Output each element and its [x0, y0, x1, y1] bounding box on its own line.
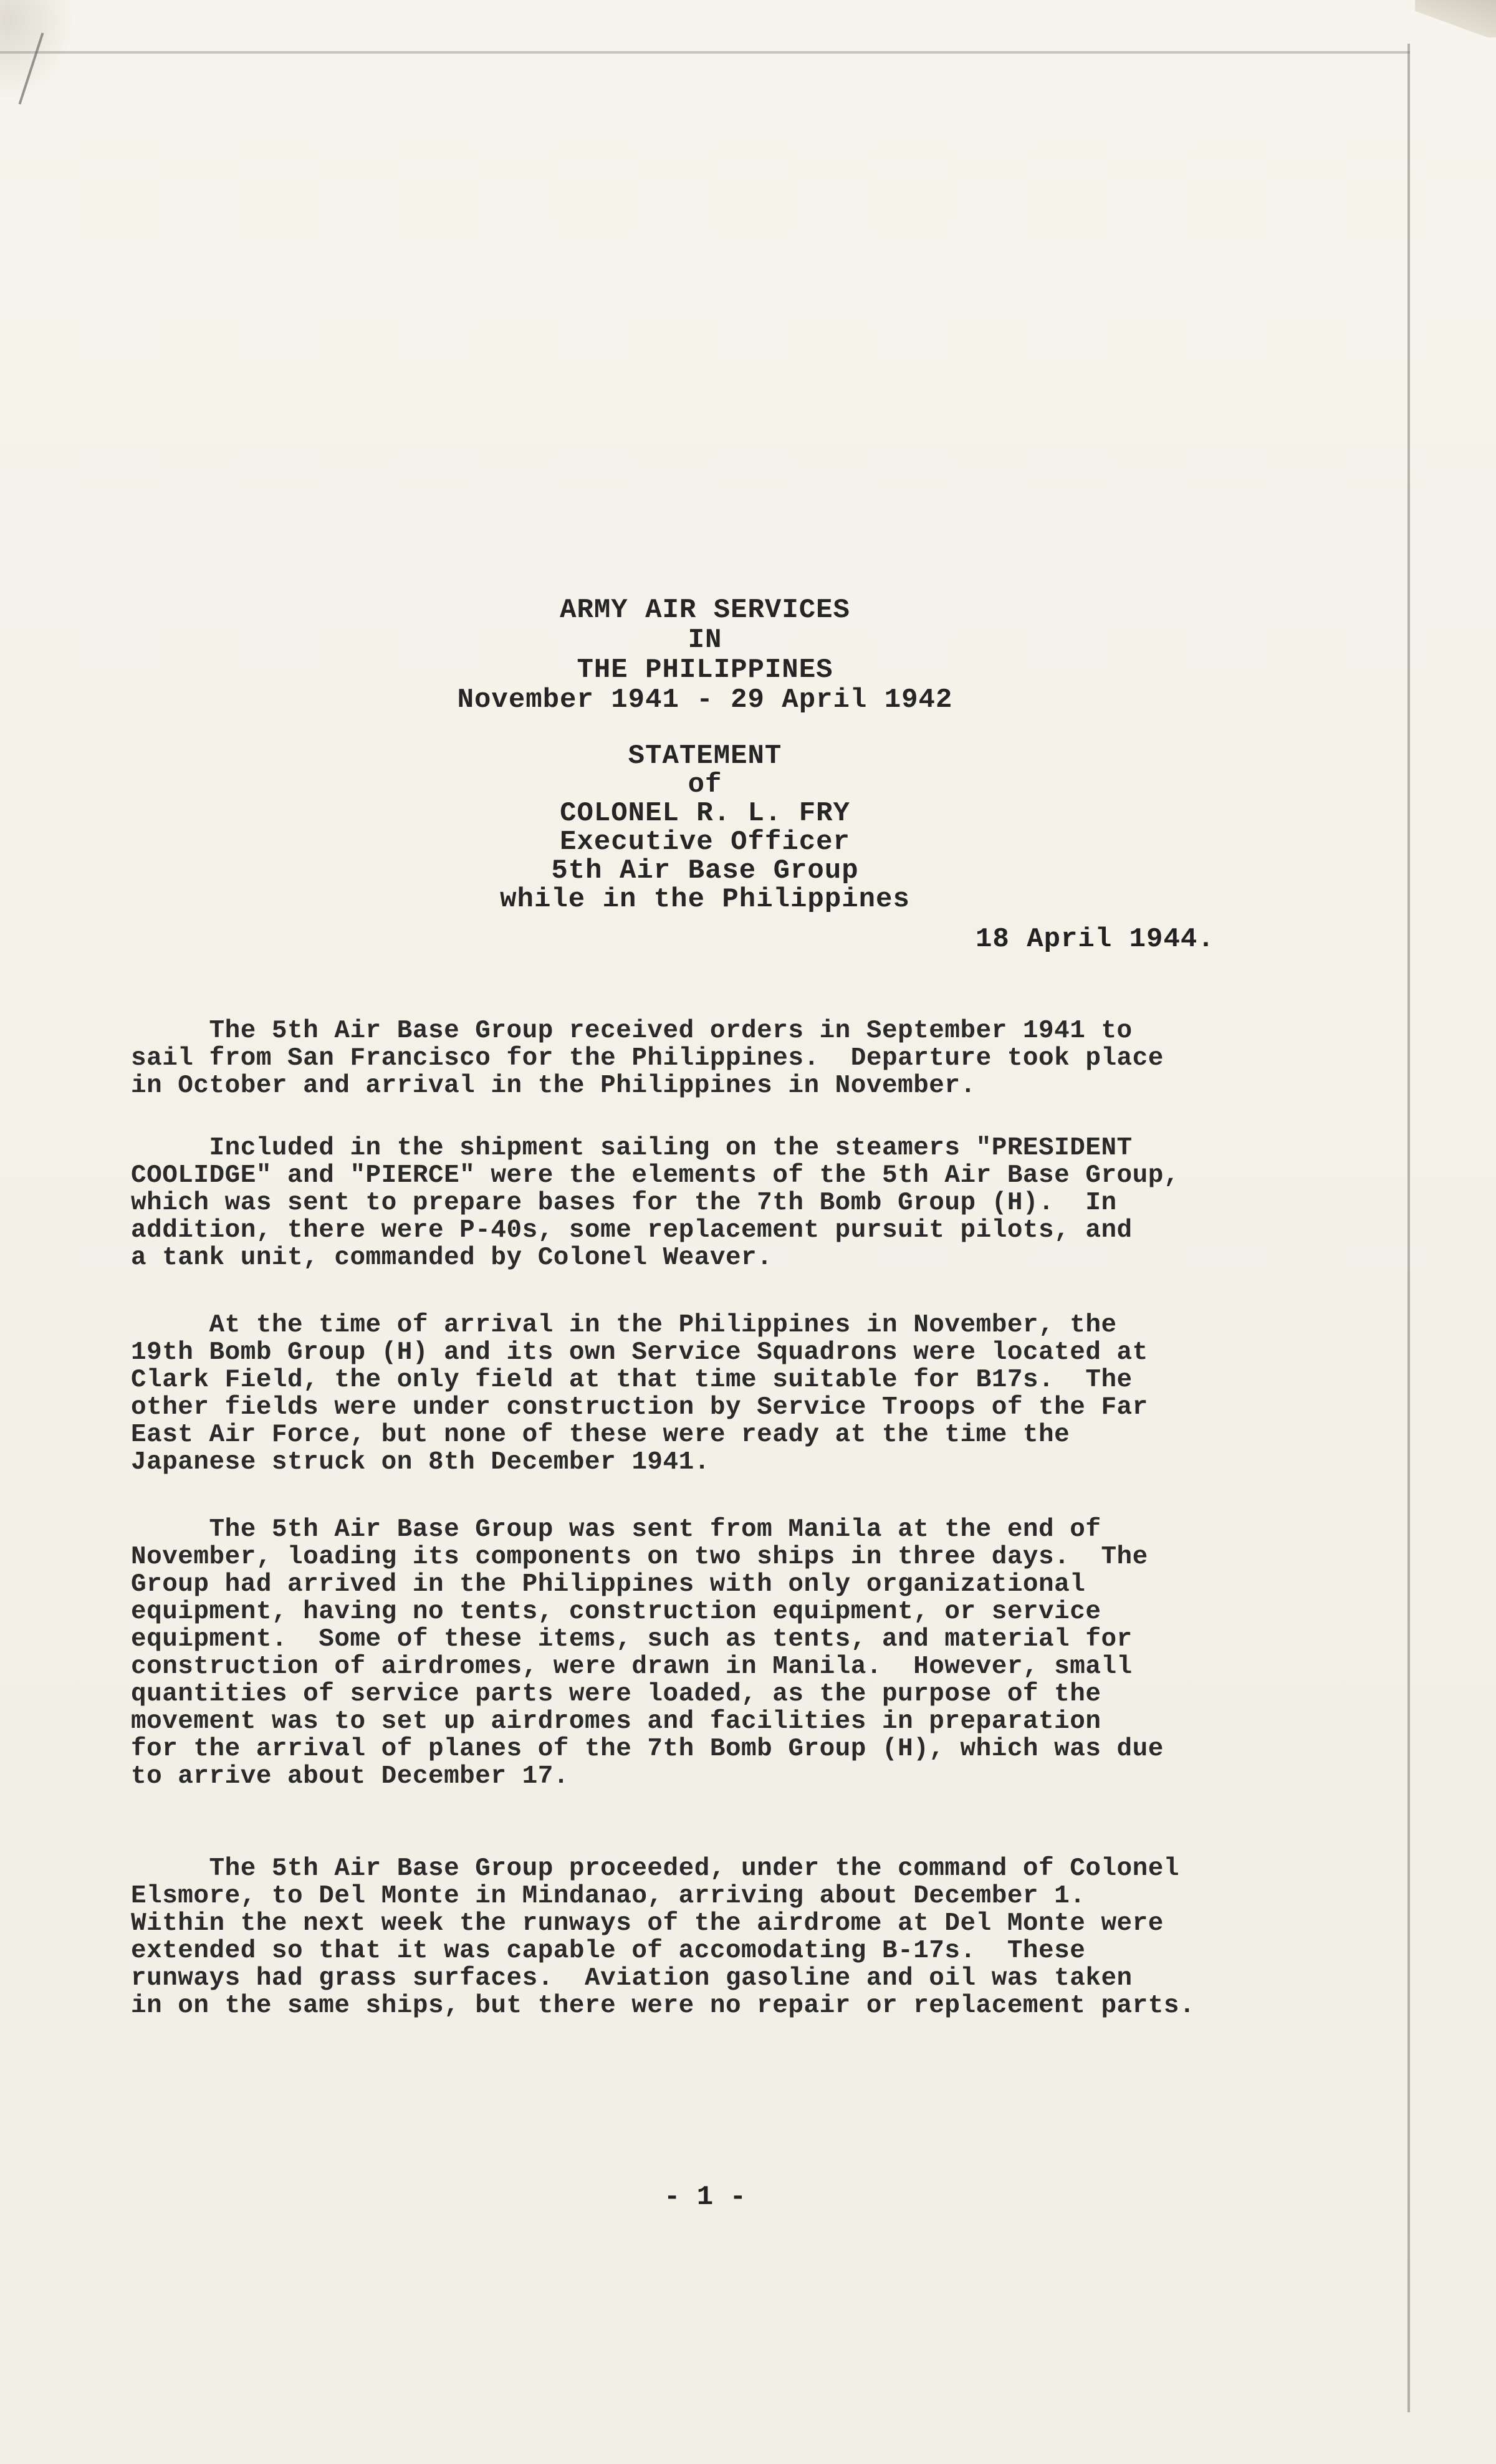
statement-line: 5th Air Base Group: [551, 855, 859, 886]
text-line: Japanese struck on 8th December 1941.: [131, 1448, 710, 1477]
statement-line: Executive Officer: [560, 827, 850, 858]
text-line: movement was to set up airdromes and facilities in preparation: [131, 1707, 1101, 1736]
text-line: other fields were under construction by Service Troops of the Far: [131, 1393, 1148, 1422]
statement-heading: [0, 742, 1410, 914]
text-line: addition, there were P-40s, some replacement pursuit pilots, and: [131, 1216, 1133, 1245]
text-line: Included in the shipment sailing on the steamers "PRESIDENT: [131, 1134, 1133, 1162]
text-line: in October and arrival in the Philippines in November.: [131, 1071, 976, 1100]
page-number: - 1 -: [663, 2182, 747, 2213]
text-line: The 5th Air Base Group received orders in September 1941 to: [131, 1017, 1133, 1045]
text-line: equipment, having no tents, construction equipment, or service: [131, 1598, 1101, 1626]
text-line: Group had arrived in the Philippines with only organizational: [131, 1570, 1086, 1599]
text-line: 19th Bomb Group (H) and its own Service Squadrons were located at: [131, 1338, 1148, 1367]
text-line: The 5th Air Base Group was sent from Manila at the end of: [131, 1515, 1101, 1544]
text-line: sail from San Francisco for the Philippines. Departure took place: [131, 1044, 1164, 1073]
text-line: which was sent to prepare bases for the 7th Bomb Group (H). In: [131, 1189, 1117, 1217]
paper-top-edge: [0, 51, 1410, 54]
text-line: COOLIDGE" and "PIERCE" were the elements of the 5th Air Base Group,: [131, 1161, 1179, 1190]
text-line: in on the same ships, but there were no repair or replacement parts.: [131, 1992, 1196, 2020]
text-line: East Air Force, but none of these were ready at the time the: [131, 1421, 1070, 1449]
text-line: Elsmore, to Del Monte in Mindanao, arriving about December 1.: [131, 1882, 1086, 1910]
paragraph: [131, 1516, 1328, 1790]
document-header: [0, 595, 1410, 715]
paper-right-edge: [1407, 44, 1410, 2412]
document-date: 18 April 1944.: [976, 924, 1215, 955]
text-line: quantities of service parts were loaded, as the purpose of the: [131, 1680, 1101, 1709]
text-line: Clark Field, the only field at that time suitable for B17s. The: [131, 1366, 1133, 1394]
paragraph: [131, 1017, 1328, 1100]
torn-corner: [1415, 0, 1496, 37]
header-line: November 1941 - 29 April 1942: [457, 684, 953, 716]
text-line: construction of airdromes, were drawn in Manila. However, small: [131, 1652, 1133, 1681]
text-line: extended so that it was capable of accomodating B-17s. These: [131, 1937, 1086, 1965]
text-line: for the arrival of planes of the 7th Bomb Group (H), which was due: [131, 1735, 1164, 1763]
header-line: IN: [688, 625, 722, 656]
text-line: At the time of arrival in the Philippines in November, the: [131, 1311, 1117, 1340]
text-line: The 5th Air Base Group proceeded, under the command of Colonel: [131, 1854, 1179, 1883]
text-line: to arrive about December 17.: [131, 1762, 569, 1791]
text-line: Within the next week the runways of the airdrome at Del Monte were: [131, 1909, 1164, 1938]
text-line: a tank unit, commanded by Colonel Weaver.: [131, 1244, 773, 1272]
paragraph: [131, 1311, 1328, 1476]
text-line: equipment. Some of these items, such as tents, and material for: [131, 1625, 1133, 1654]
header-line: ARMY AIR SERVICES: [560, 595, 850, 626]
text-line: runways had grass surfaces. Aviation gasoline and oil was taken: [131, 1964, 1133, 1993]
statement-line: of: [688, 769, 722, 800]
statement-line: COLONEL R. L. FRY: [560, 798, 850, 829]
header-line: THE PHILIPPINES: [577, 654, 833, 686]
statement-line: STATEMENT: [628, 741, 782, 772]
paragraph: [131, 1855, 1328, 2020]
statement-line: while in the Philippines: [500, 884, 910, 915]
text-line: November, loading its components on two ships in three days. The: [131, 1543, 1148, 1571]
paragraph: [131, 1134, 1328, 1272]
